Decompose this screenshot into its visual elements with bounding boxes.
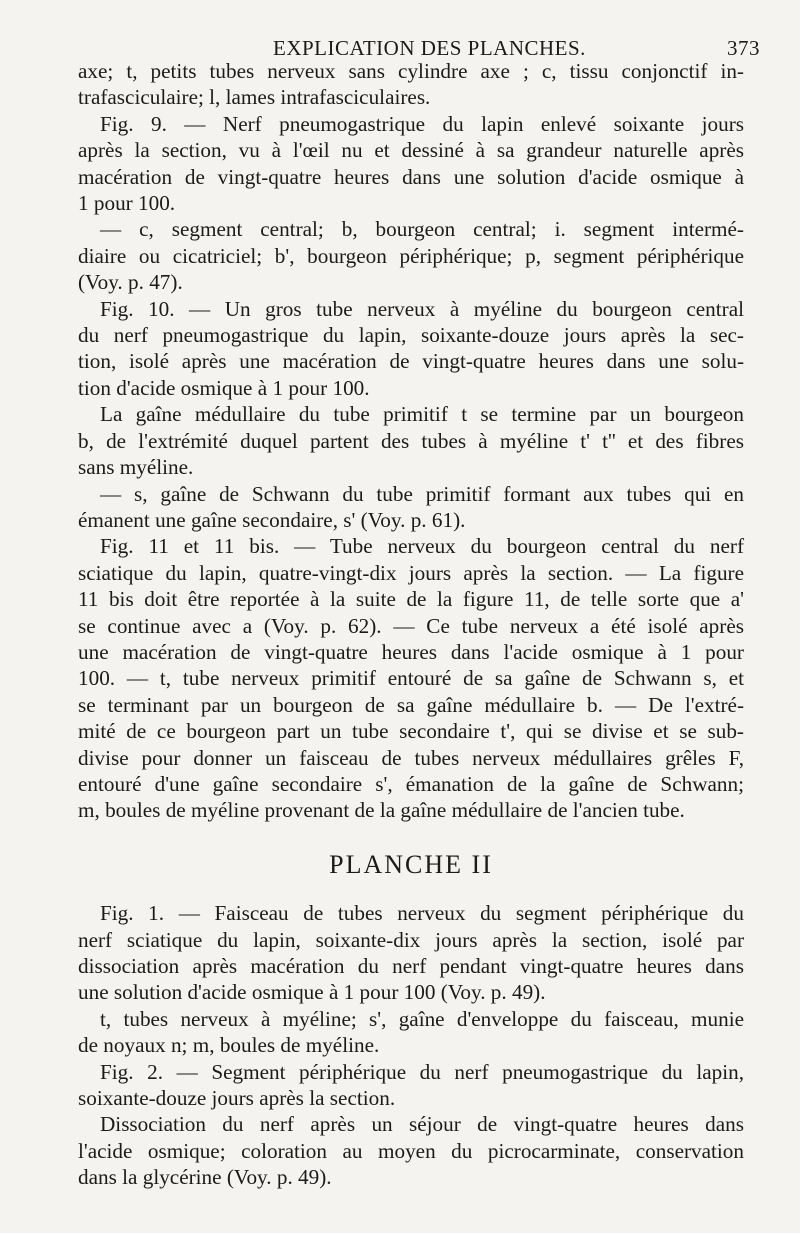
text-line: divise pour donner un faisceau de tubes nerveux médullaires grêles F, <box>78 745 744 770</box>
text-line: tion d'acide osmique à 1 pour 100. <box>78 375 370 400</box>
text-line: dissociation après macération du nerf pendant vingt-quatre heures dans <box>78 954 744 978</box>
text-line: t, tubes nerveux à myéline; s', gaîne d'enveloppe du faisceau, munie <box>100 1006 744 1031</box>
text-line: se terminant par un bourgeon de sa gaîne médullaire b. — De l'extré- <box>78 692 744 717</box>
text-line: du nerf pneumogastrique du lapin, soixante-douze jours après la sec- <box>78 323 744 348</box>
text-line: b, de l'extrémité duquel partent des tubes à myéline t' t'' et des fibres <box>78 428 744 453</box>
text-line: de noyaux n; m, boules de myéline. <box>78 1033 380 1058</box>
text-line: sans myéline. <box>78 455 194 480</box>
text-line: m, boules de myéline provenant de la gaîne médullaire de l'ancien tube. <box>78 798 685 823</box>
text-line: se continue avec a (Voy. p. 62). — Ce tube nerveux a été isolé après <box>78 613 744 638</box>
text-line: émanent une gaîne secondaire, s' (Voy. p. 61). <box>78 507 466 532</box>
text-line: une solution d'acide osmique à 1 pour 100 (Voy. p. 49). <box>78 980 546 1005</box>
text-line: Fig. 11 et 11 bis. — Tube nerveux du bourgeon central du nerf <box>100 534 744 559</box>
text-line: Fig. 10. — Un gros tube nerveux à myéline du bourgeon central <box>100 296 744 321</box>
text-line: soixante-douze jours après la section. <box>78 1086 396 1111</box>
header-title: EXPLICATION DES PLANCHES. <box>273 36 586 60</box>
text-line: nerf sciatique du lapin, soixante-dix jours après la section, isolé par <box>78 927 744 952</box>
text-line: après la section, vu à l'œil nu et dessiné à sa grandeur naturelle après <box>78 138 744 163</box>
text-line: dans la glycérine (Voy. p. 49). <box>78 1165 332 1190</box>
text-line: — c, segment central; b, bourgeon central; i. segment intermé- <box>100 217 744 242</box>
text-line: trafasciculaire; l, lames intrafasciculaires. <box>78 85 431 110</box>
text-line: Fig. 1. — Faisceau de tubes nerveux du segment périphérique du <box>100 901 744 926</box>
text-line: axe; t, petits tubes nerveux sans cylindre axe ; c, tissu conjonctif in- <box>78 59 744 83</box>
text-line: Dissociation du nerf après un séjour de vingt-quatre heures dans <box>100 1112 744 1137</box>
text-line: La gaîne médullaire du tube primitif t se termine par un bourgeon <box>100 402 744 427</box>
text-line: diaire ou cicatriciel; b', bourgeon périphérique; p, segment périphérique <box>78 243 744 268</box>
text-line: macération de vingt-quatre heures dans une solution d'acide osmique à <box>78 164 744 189</box>
text-line: — s, gaîne de Schwann du tube primitif formant aux tubes qui en <box>100 481 744 506</box>
text-line: 11 bis doit être reportée à la suite de la figure 11, de telle sorte que a' <box>78 587 744 612</box>
text-line: Fig. 2. — Segment périphérique du nerf pneumogastrique du lapin, <box>100 1059 744 1084</box>
text-line: 1 pour 100. <box>78 191 176 216</box>
text-line: l'acide osmique; coloration au moyen du picrocarminate, conservation <box>78 1138 744 1163</box>
text-line: entouré d'une gaîne secondaire s', émanation de la gaîne de Schwann; <box>78 771 744 796</box>
text-line: mité de ce bourgeon part un tube secondaire t', qui se divise et se sub- <box>78 719 744 744</box>
plate-title: PLANCHE II <box>329 849 493 879</box>
body-text <box>78 58 744 1191</box>
text-line: tion, isolé après une macération de vingt-quatre heures dans une solu- <box>78 349 744 374</box>
text-line: sciatique du lapin, quatre-vingt-dix jours après la section. — La figure <box>78 560 744 585</box>
text-line: une macération de vingt-quatre heures dans l'acide osmique à 1 pour <box>78 639 744 664</box>
text-line: 100. — t, tube nerveux primitif entouré de sa gaîne de Schwann s, et <box>78 666 744 691</box>
text-line: (Voy. p. 47). <box>78 270 183 295</box>
page-number: 373 <box>727 36 760 60</box>
text-line: Fig. 9. — Nerf pneumogastrique du lapin enlevé soixante jours <box>100 111 744 136</box>
